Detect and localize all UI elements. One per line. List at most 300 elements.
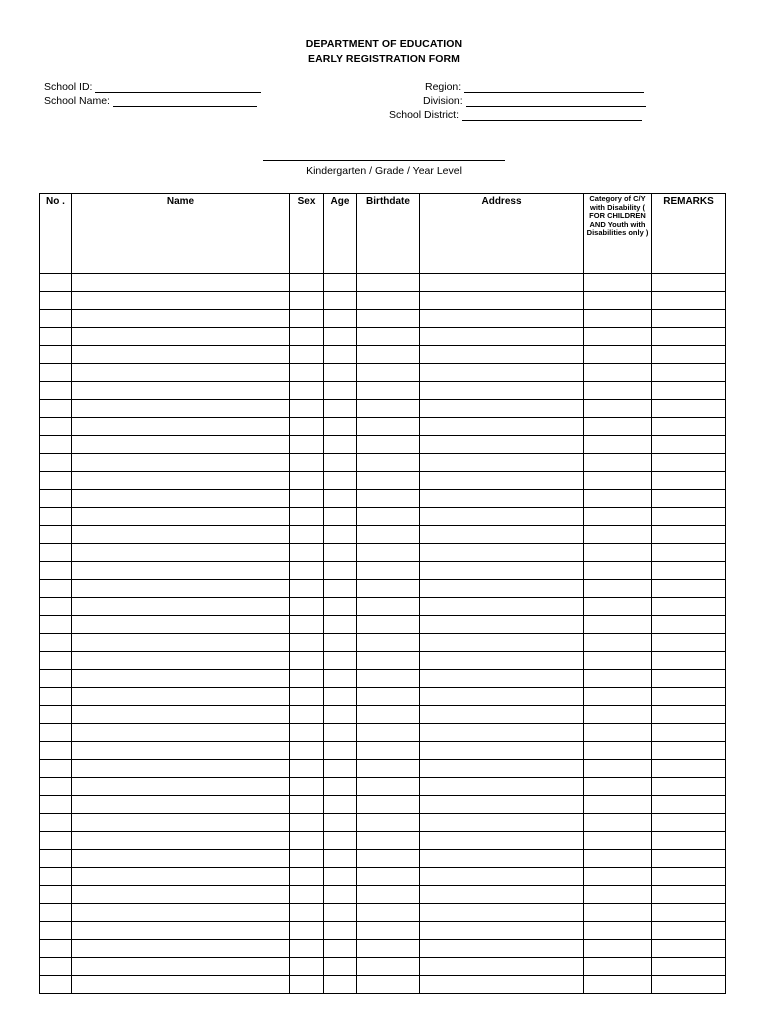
- cell-age[interactable]: [324, 922, 357, 940]
- cell-remarks[interactable]: [652, 454, 726, 472]
- cell-no[interactable]: [40, 940, 72, 958]
- cell-sex[interactable]: [290, 688, 324, 706]
- cell-disability-category[interactable]: [584, 868, 652, 886]
- cell-disability-category[interactable]: [584, 652, 652, 670]
- cell-sex[interactable]: [290, 490, 324, 508]
- cell-disability-category[interactable]: [584, 310, 652, 328]
- cell-name[interactable]: [72, 382, 290, 400]
- cell-disability-category[interactable]: [584, 274, 652, 292]
- cell-address[interactable]: [420, 436, 584, 454]
- cell-age[interactable]: [324, 472, 357, 490]
- cell-address[interactable]: [420, 796, 584, 814]
- cell-sex[interactable]: [290, 958, 324, 976]
- cell-name[interactable]: [72, 868, 290, 886]
- cell-age[interactable]: [324, 940, 357, 958]
- cell-name[interactable]: [72, 346, 290, 364]
- cell-sex[interactable]: [290, 526, 324, 544]
- cell-name[interactable]: [72, 634, 290, 652]
- cell-sex[interactable]: [290, 418, 324, 436]
- cell-address[interactable]: [420, 472, 584, 490]
- cell-address[interactable]: [420, 616, 584, 634]
- cell-address[interactable]: [420, 958, 584, 976]
- cell-age[interactable]: [324, 310, 357, 328]
- cell-disability-category[interactable]: [584, 490, 652, 508]
- cell-remarks[interactable]: [652, 922, 726, 940]
- cell-address[interactable]: [420, 598, 584, 616]
- cell-age[interactable]: [324, 418, 357, 436]
- cell-address[interactable]: [420, 490, 584, 508]
- cell-age[interactable]: [324, 544, 357, 562]
- cell-birthdate[interactable]: [357, 652, 420, 670]
- cell-age[interactable]: [324, 886, 357, 904]
- cell-disability-category[interactable]: [584, 922, 652, 940]
- cell-sex[interactable]: [290, 922, 324, 940]
- cell-disability-category[interactable]: [584, 328, 652, 346]
- cell-disability-category[interactable]: [584, 850, 652, 868]
- cell-remarks[interactable]: [652, 940, 726, 958]
- cell-remarks[interactable]: [652, 364, 726, 382]
- cell-no[interactable]: [40, 760, 72, 778]
- cell-sex[interactable]: [290, 634, 324, 652]
- cell-sex[interactable]: [290, 976, 324, 994]
- cell-age[interactable]: [324, 796, 357, 814]
- cell-address[interactable]: [420, 778, 584, 796]
- cell-address[interactable]: [420, 346, 584, 364]
- cell-birthdate[interactable]: [357, 292, 420, 310]
- cell-birthdate[interactable]: [357, 760, 420, 778]
- cell-address[interactable]: [420, 922, 584, 940]
- cell-address[interactable]: [420, 940, 584, 958]
- cell-remarks[interactable]: [652, 562, 726, 580]
- cell-no[interactable]: [40, 274, 72, 292]
- cell-age[interactable]: [324, 958, 357, 976]
- cell-no[interactable]: [40, 490, 72, 508]
- cell-address[interactable]: [420, 328, 584, 346]
- cell-disability-category[interactable]: [584, 832, 652, 850]
- cell-no[interactable]: [40, 670, 72, 688]
- cell-birthdate[interactable]: [357, 490, 420, 508]
- cell-name[interactable]: [72, 580, 290, 598]
- cell-sex[interactable]: [290, 436, 324, 454]
- cell-sex[interactable]: [290, 400, 324, 418]
- cell-name[interactable]: [72, 400, 290, 418]
- cell-remarks[interactable]: [652, 508, 726, 526]
- cell-birthdate[interactable]: [357, 688, 420, 706]
- cell-sex[interactable]: [290, 472, 324, 490]
- cell-sex[interactable]: [290, 508, 324, 526]
- cell-disability-category[interactable]: [584, 508, 652, 526]
- cell-address[interactable]: [420, 976, 584, 994]
- cell-sex[interactable]: [290, 850, 324, 868]
- cell-sex[interactable]: [290, 868, 324, 886]
- cell-disability-category[interactable]: [584, 670, 652, 688]
- cell-birthdate[interactable]: [357, 562, 420, 580]
- cell-disability-category[interactable]: [584, 796, 652, 814]
- cell-remarks[interactable]: [652, 310, 726, 328]
- cell-name[interactable]: [72, 688, 290, 706]
- cell-birthdate[interactable]: [357, 814, 420, 832]
- cell-no[interactable]: [40, 436, 72, 454]
- cell-no[interactable]: [40, 706, 72, 724]
- cell-birthdate[interactable]: [357, 796, 420, 814]
- cell-no[interactable]: [40, 472, 72, 490]
- cell-age[interactable]: [324, 616, 357, 634]
- cell-address[interactable]: [420, 526, 584, 544]
- cell-age[interactable]: [324, 850, 357, 868]
- cell-remarks[interactable]: [652, 490, 726, 508]
- cell-birthdate[interactable]: [357, 922, 420, 940]
- school-name-field[interactable]: [44, 95, 257, 107]
- cell-birthdate[interactable]: [357, 778, 420, 796]
- cell-birthdate[interactable]: [357, 472, 420, 490]
- cell-address[interactable]: [420, 634, 584, 652]
- cell-name[interactable]: [72, 922, 290, 940]
- cell-sex[interactable]: [290, 598, 324, 616]
- cell-name[interactable]: [72, 706, 290, 724]
- cell-no[interactable]: [40, 328, 72, 346]
- cell-address[interactable]: [420, 886, 584, 904]
- cell-name[interactable]: [72, 832, 290, 850]
- cell-name[interactable]: [72, 616, 290, 634]
- cell-remarks[interactable]: [652, 580, 726, 598]
- cell-birthdate[interactable]: [357, 886, 420, 904]
- cell-birthdate[interactable]: [357, 598, 420, 616]
- cell-name[interactable]: [72, 598, 290, 616]
- cell-age[interactable]: [324, 778, 357, 796]
- cell-disability-category[interactable]: [584, 472, 652, 490]
- cell-address[interactable]: [420, 580, 584, 598]
- cell-no[interactable]: [40, 310, 72, 328]
- cell-name[interactable]: [72, 814, 290, 832]
- cell-remarks[interactable]: [652, 598, 726, 616]
- cell-birthdate[interactable]: [357, 310, 420, 328]
- cell-age[interactable]: [324, 328, 357, 346]
- school-name-blank[interactable]: [113, 96, 257, 107]
- cell-remarks[interactable]: [652, 760, 726, 778]
- cell-birthdate[interactable]: [357, 706, 420, 724]
- cell-no[interactable]: [40, 688, 72, 706]
- cell-address[interactable]: [420, 814, 584, 832]
- cell-remarks[interactable]: [652, 616, 726, 634]
- cell-sex[interactable]: [290, 328, 324, 346]
- cell-no[interactable]: [40, 976, 72, 994]
- cell-age[interactable]: [324, 670, 357, 688]
- cell-disability-category[interactable]: [584, 346, 652, 364]
- cell-address[interactable]: [420, 724, 584, 742]
- cell-no[interactable]: [40, 886, 72, 904]
- cell-sex[interactable]: [290, 796, 324, 814]
- cell-birthdate[interactable]: [357, 436, 420, 454]
- cell-address[interactable]: [420, 670, 584, 688]
- cell-name[interactable]: [72, 562, 290, 580]
- cell-disability-category[interactable]: [584, 904, 652, 922]
- cell-no[interactable]: [40, 544, 72, 562]
- cell-disability-category[interactable]: [584, 580, 652, 598]
- cell-sex[interactable]: [290, 562, 324, 580]
- cell-address[interactable]: [420, 652, 584, 670]
- cell-no[interactable]: [40, 742, 72, 760]
- cell-disability-category[interactable]: [584, 886, 652, 904]
- cell-address[interactable]: [420, 418, 584, 436]
- cell-disability-category[interactable]: [584, 760, 652, 778]
- cell-remarks[interactable]: [652, 418, 726, 436]
- cell-disability-category[interactable]: [584, 292, 652, 310]
- cell-address[interactable]: [420, 400, 584, 418]
- cell-name[interactable]: [72, 760, 290, 778]
- cell-age[interactable]: [324, 562, 357, 580]
- cell-remarks[interactable]: [652, 958, 726, 976]
- cell-disability-category[interactable]: [584, 418, 652, 436]
- cell-sex[interactable]: [290, 274, 324, 292]
- cell-age[interactable]: [324, 976, 357, 994]
- cell-sex[interactable]: [290, 310, 324, 328]
- cell-age[interactable]: [324, 724, 357, 742]
- cell-disability-category[interactable]: [584, 724, 652, 742]
- cell-birthdate[interactable]: [357, 742, 420, 760]
- cell-no[interactable]: [40, 922, 72, 940]
- cell-remarks[interactable]: [652, 382, 726, 400]
- cell-name[interactable]: [72, 436, 290, 454]
- division-blank[interactable]: [466, 96, 646, 107]
- cell-birthdate[interactable]: [357, 976, 420, 994]
- cell-birthdate[interactable]: [357, 958, 420, 976]
- cell-remarks[interactable]: [652, 526, 726, 544]
- cell-sex[interactable]: [290, 706, 324, 724]
- cell-birthdate[interactable]: [357, 940, 420, 958]
- cell-sex[interactable]: [290, 580, 324, 598]
- cell-remarks[interactable]: [652, 850, 726, 868]
- cell-birthdate[interactable]: [357, 904, 420, 922]
- cell-address[interactable]: [420, 562, 584, 580]
- cell-remarks[interactable]: [652, 886, 726, 904]
- cell-address[interactable]: [420, 706, 584, 724]
- cell-age[interactable]: [324, 688, 357, 706]
- cell-disability-category[interactable]: [584, 958, 652, 976]
- cell-name[interactable]: [72, 490, 290, 508]
- cell-no[interactable]: [40, 832, 72, 850]
- grade-level-blank[interactable]: [263, 160, 505, 161]
- cell-no[interactable]: [40, 850, 72, 868]
- school-district-field[interactable]: [389, 109, 642, 121]
- cell-remarks[interactable]: [652, 796, 726, 814]
- cell-no[interactable]: [40, 634, 72, 652]
- cell-address[interactable]: [420, 382, 584, 400]
- cell-address[interactable]: [420, 292, 584, 310]
- cell-no[interactable]: [40, 814, 72, 832]
- cell-name[interactable]: [72, 742, 290, 760]
- cell-disability-category[interactable]: [584, 400, 652, 418]
- school-district-blank[interactable]: [462, 110, 642, 121]
- cell-disability-category[interactable]: [584, 562, 652, 580]
- cell-birthdate[interactable]: [357, 400, 420, 418]
- cell-name[interactable]: [72, 724, 290, 742]
- cell-sex[interactable]: [290, 778, 324, 796]
- cell-disability-category[interactable]: [584, 598, 652, 616]
- cell-birthdate[interactable]: [357, 616, 420, 634]
- cell-age[interactable]: [324, 760, 357, 778]
- cell-sex[interactable]: [290, 670, 324, 688]
- cell-no[interactable]: [40, 796, 72, 814]
- cell-no[interactable]: [40, 346, 72, 364]
- cell-disability-category[interactable]: [584, 706, 652, 724]
- cell-birthdate[interactable]: [357, 724, 420, 742]
- cell-address[interactable]: [420, 508, 584, 526]
- cell-age[interactable]: [324, 580, 357, 598]
- cell-name[interactable]: [72, 850, 290, 868]
- cell-no[interactable]: [40, 400, 72, 418]
- cell-remarks[interactable]: [652, 400, 726, 418]
- cell-sex[interactable]: [290, 346, 324, 364]
- cell-address[interactable]: [420, 904, 584, 922]
- cell-sex[interactable]: [290, 382, 324, 400]
- cell-address[interactable]: [420, 688, 584, 706]
- cell-no[interactable]: [40, 616, 72, 634]
- cell-address[interactable]: [420, 544, 584, 562]
- cell-birthdate[interactable]: [357, 508, 420, 526]
- cell-birthdate[interactable]: [357, 868, 420, 886]
- cell-name[interactable]: [72, 418, 290, 436]
- school-id-blank[interactable]: [95, 82, 261, 93]
- cell-remarks[interactable]: [652, 544, 726, 562]
- cell-age[interactable]: [324, 454, 357, 472]
- cell-name[interactable]: [72, 940, 290, 958]
- cell-remarks[interactable]: [652, 724, 726, 742]
- cell-birthdate[interactable]: [357, 364, 420, 382]
- region-field[interactable]: [425, 81, 644, 93]
- cell-disability-category[interactable]: [584, 364, 652, 382]
- cell-name[interactable]: [72, 796, 290, 814]
- cell-age[interactable]: [324, 346, 357, 364]
- cell-remarks[interactable]: [652, 472, 726, 490]
- cell-remarks[interactable]: [652, 436, 726, 454]
- cell-age[interactable]: [324, 274, 357, 292]
- cell-name[interactable]: [72, 472, 290, 490]
- cell-sex[interactable]: [290, 292, 324, 310]
- cell-age[interactable]: [324, 508, 357, 526]
- cell-sex[interactable]: [290, 544, 324, 562]
- cell-remarks[interactable]: [652, 904, 726, 922]
- cell-address[interactable]: [420, 454, 584, 472]
- cell-name[interactable]: [72, 670, 290, 688]
- cell-remarks[interactable]: [652, 778, 726, 796]
- cell-remarks[interactable]: [652, 976, 726, 994]
- cell-birthdate[interactable]: [357, 454, 420, 472]
- cell-no[interactable]: [40, 778, 72, 796]
- cell-disability-category[interactable]: [584, 616, 652, 634]
- cell-address[interactable]: [420, 832, 584, 850]
- cell-birthdate[interactable]: [357, 544, 420, 562]
- cell-disability-category[interactable]: [584, 526, 652, 544]
- cell-disability-category[interactable]: [584, 742, 652, 760]
- cell-remarks[interactable]: [652, 814, 726, 832]
- cell-birthdate[interactable]: [357, 274, 420, 292]
- cell-no[interactable]: [40, 562, 72, 580]
- cell-birthdate[interactable]: [357, 418, 420, 436]
- cell-address[interactable]: [420, 310, 584, 328]
- cell-no[interactable]: [40, 598, 72, 616]
- cell-birthdate[interactable]: [357, 634, 420, 652]
- cell-name[interactable]: [72, 544, 290, 562]
- cell-remarks[interactable]: [652, 688, 726, 706]
- cell-sex[interactable]: [290, 886, 324, 904]
- cell-no[interactable]: [40, 454, 72, 472]
- cell-sex[interactable]: [290, 616, 324, 634]
- cell-no[interactable]: [40, 724, 72, 742]
- cell-age[interactable]: [324, 598, 357, 616]
- cell-sex[interactable]: [290, 940, 324, 958]
- cell-disability-category[interactable]: [584, 454, 652, 472]
- cell-disability-category[interactable]: [584, 382, 652, 400]
- cell-name[interactable]: [72, 454, 290, 472]
- cell-remarks[interactable]: [652, 652, 726, 670]
- cell-remarks[interactable]: [652, 706, 726, 724]
- cell-birthdate[interactable]: [357, 832, 420, 850]
- cell-age[interactable]: [324, 382, 357, 400]
- cell-sex[interactable]: [290, 904, 324, 922]
- cell-no[interactable]: [40, 904, 72, 922]
- cell-disability-category[interactable]: [584, 976, 652, 994]
- cell-age[interactable]: [324, 400, 357, 418]
- cell-remarks[interactable]: [652, 832, 726, 850]
- cell-disability-category[interactable]: [584, 778, 652, 796]
- cell-no[interactable]: [40, 652, 72, 670]
- cell-remarks[interactable]: [652, 328, 726, 346]
- cell-remarks[interactable]: [652, 742, 726, 760]
- cell-age[interactable]: [324, 706, 357, 724]
- cell-no[interactable]: [40, 364, 72, 382]
- cell-age[interactable]: [324, 742, 357, 760]
- cell-sex[interactable]: [290, 364, 324, 382]
- cell-remarks[interactable]: [652, 292, 726, 310]
- cell-no[interactable]: [40, 580, 72, 598]
- cell-name[interactable]: [72, 886, 290, 904]
- cell-address[interactable]: [420, 364, 584, 382]
- cell-name[interactable]: [72, 778, 290, 796]
- cell-no[interactable]: [40, 418, 72, 436]
- cell-sex[interactable]: [290, 724, 324, 742]
- cell-disability-category[interactable]: [584, 814, 652, 832]
- cell-sex[interactable]: [290, 652, 324, 670]
- cell-remarks[interactable]: [652, 868, 726, 886]
- cell-name[interactable]: [72, 976, 290, 994]
- cell-birthdate[interactable]: [357, 580, 420, 598]
- cell-no[interactable]: [40, 526, 72, 544]
- region-blank[interactable]: [464, 82, 644, 93]
- cell-age[interactable]: [324, 436, 357, 454]
- cell-no[interactable]: [40, 382, 72, 400]
- cell-name[interactable]: [72, 364, 290, 382]
- cell-age[interactable]: [324, 814, 357, 832]
- cell-no[interactable]: [40, 868, 72, 886]
- cell-sex[interactable]: [290, 454, 324, 472]
- cell-age[interactable]: [324, 490, 357, 508]
- cell-sex[interactable]: [290, 760, 324, 778]
- cell-remarks[interactable]: [652, 346, 726, 364]
- cell-address[interactable]: [420, 274, 584, 292]
- cell-disability-category[interactable]: [584, 634, 652, 652]
- cell-birthdate[interactable]: [357, 346, 420, 364]
- cell-name[interactable]: [72, 958, 290, 976]
- cell-age[interactable]: [324, 652, 357, 670]
- cell-address[interactable]: [420, 760, 584, 778]
- cell-disability-category[interactable]: [584, 688, 652, 706]
- cell-name[interactable]: [72, 652, 290, 670]
- cell-age[interactable]: [324, 634, 357, 652]
- cell-disability-category[interactable]: [584, 544, 652, 562]
- cell-no[interactable]: [40, 292, 72, 310]
- cell-birthdate[interactable]: [357, 526, 420, 544]
- cell-name[interactable]: [72, 310, 290, 328]
